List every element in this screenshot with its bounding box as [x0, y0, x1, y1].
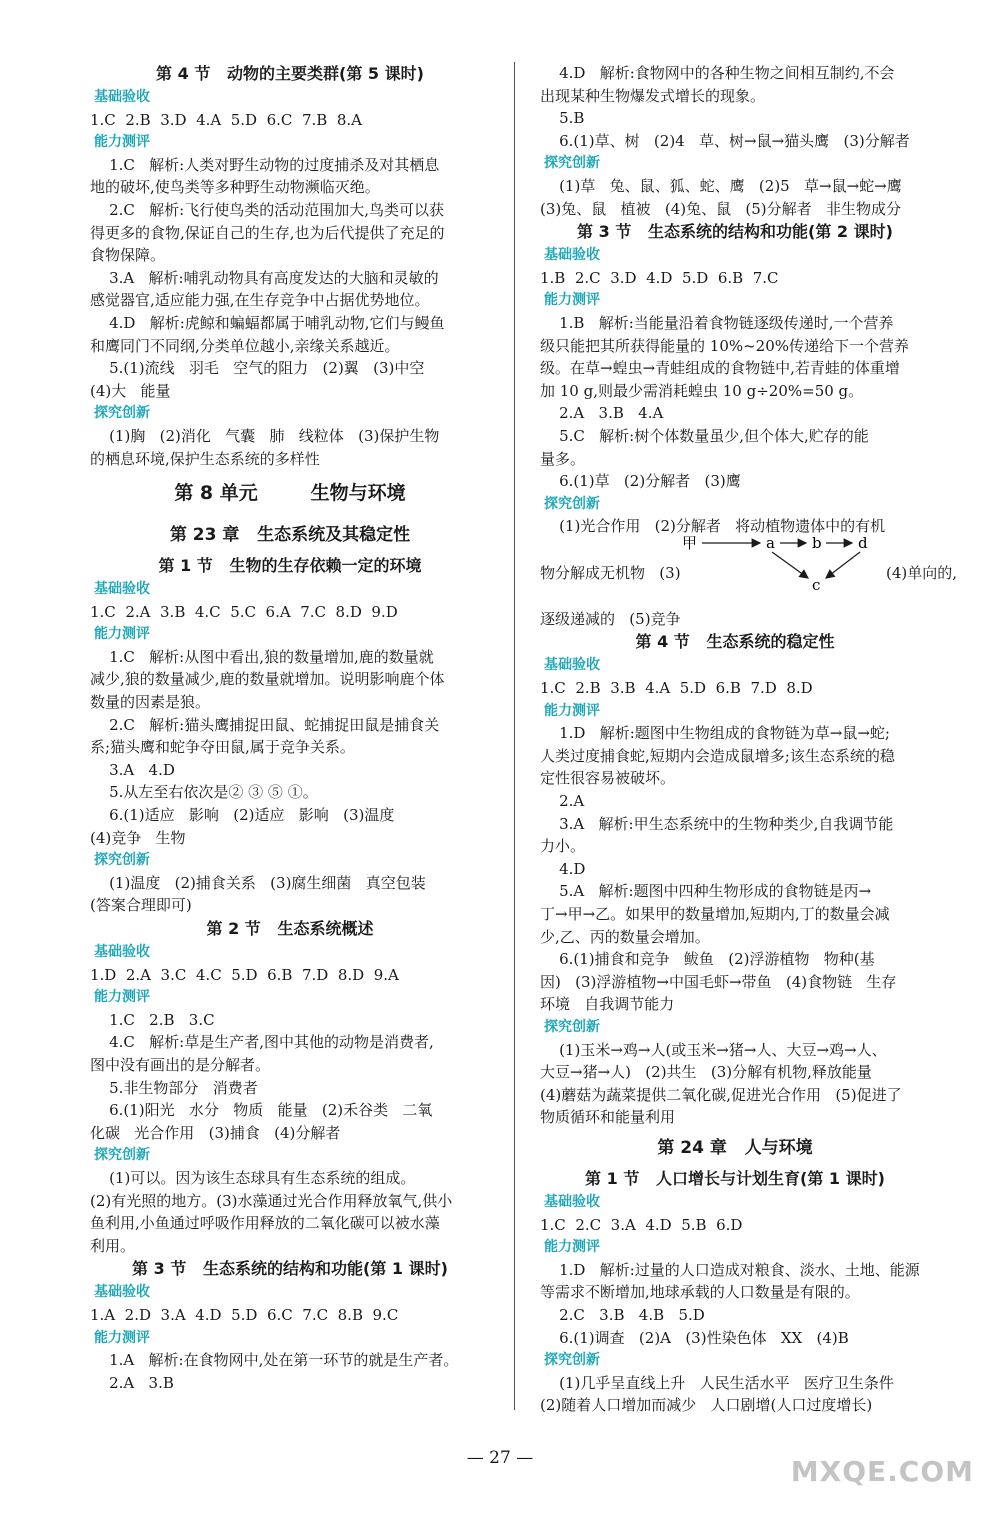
answer-line: 5.A 解析:题图中四种生物形成的食物链是丙→ [540, 882, 872, 901]
answer-line: 1.C 2.B 3.D 4.A 5.D 6.C 7.B 8.A [90, 110, 362, 129]
answer-line: 4.D 解析:食物网中的各种生物之间相互制约,不会 [540, 64, 895, 82]
answer-line: (1)草 兔、鼠、狐、蛇、鹰 (2)5 草→鼠→蛇→鹰 [540, 176, 902, 195]
answer-line: 3.A 解析:甲生态系统中的生物种类少,自我调节能 [540, 814, 894, 833]
answer-line: 1.B 2.C 3.D 4.D 5.D 6.B 7.C [540, 268, 779, 287]
answer-line: 利用。 [90, 1236, 136, 1255]
section-label: 基础验收 [94, 89, 150, 105]
answer-line: 系;猫头鹰和蛇争夺田鼠,属于竞争关系。 [90, 738, 355, 757]
answer-line: 6.(1)草 (2)分解者 (3)鹰 [540, 472, 741, 491]
answer-line: 4.D [540, 859, 586, 878]
food-web-diagram [680, 532, 890, 592]
section-label: 探究创新 [544, 155, 600, 172]
answer-line: (1)光合作用 (2)分解者 将动植物遗体中的有机 [540, 517, 886, 536]
unit-heading: 第 8 单元 生物与环境 [174, 482, 406, 505]
section-label: 探究创新 [94, 1147, 150, 1164]
chapter-heading: 第 24 章 人与环境 [657, 1137, 813, 1158]
section-label: 基础验收 [94, 1284, 150, 1301]
answer-line: 4.D 解析:虎鲸和蝙蝠都属于哺乳动物,它们与鳗鱼 [90, 313, 445, 332]
section-heading: 第 4 节 生态系统的稳定性 [635, 632, 835, 652]
answer-line: 3.A 4.D [90, 760, 175, 779]
answer-line: 得更多的食物,保证自己的生存,也为后代提供了充足的 [90, 223, 445, 242]
answer-line: (3)兔、鼠 植被 (4)兔、鼠 (5)分解者 非生物成分 [540, 199, 901, 218]
answer-line: 物质循环和能量利用 [540, 1108, 676, 1127]
section-label: 探究创新 [544, 1018, 600, 1035]
section-heading: 第 2 节 生态系统概述 [206, 919, 374, 938]
node-d: d [858, 533, 868, 552]
answer-line: 1.C 2.B 3.C [90, 1010, 215, 1029]
answer-line: 2.C 解析:猫头鹰捕捉田鼠、蛇捕捉田鼠是捕食关 [90, 715, 440, 734]
answer-line: 1.D 解析:题图中生物组成的食物链为草→鼠→蛇; [540, 724, 890, 743]
answer-line: (1)可以。因为该生态球具有生态系统的组成。 [90, 1168, 416, 1187]
section-label: 能力测评 [94, 134, 150, 151]
answer-line: 5.C 解析:树个体数量虽少,但个体大,贮存的能 [540, 426, 869, 445]
arrow-a-c [772, 552, 808, 578]
right-column-bottom [540, 608, 930, 1417]
answer-line: 数量的因素是狼。 [90, 693, 211, 712]
answer-line: 减少,狼的数量减少,鹿的数量就增加。说明影响鹿个体 [90, 670, 445, 689]
food-web-answer-row [540, 533, 958, 608]
answer-line: 化碳 光合作用 (3)捕食 (4)分解者 [90, 1123, 341, 1142]
section-label: 探究创新 [544, 495, 600, 512]
section-label: 基础验收 [94, 581, 150, 598]
node-a: a [766, 533, 775, 552]
page-number: — 27 — [466, 1448, 534, 1468]
section-label: 能力测评 [94, 989, 150, 1006]
arrow-d-c [826, 552, 860, 578]
answer-line: 鱼利用,小鱼通过呼吸作用释放的二氧化碳可以被水藻 [90, 1214, 440, 1233]
answer-line: 5.从左至右依次是② ③ ⑤ ①。 [90, 783, 318, 802]
answer-line: 丁→甲→乙。如果甲的数量增加,短期内,丁的数量会减 [540, 905, 890, 923]
answer-line: 出现某种生物爆发式增长的现象。 [540, 86, 766, 105]
answer-line: (2)随着人口增加而减少 人口剧增(人口过度增长) [540, 1396, 873, 1415]
answer-line: 1.C 2.B 3.B 4.A 5.D 6.B 7.D 8.D [540, 679, 813, 698]
answer-line: (1)温度 (2)捕食关系 (3)腐生细菌 真空包装 [90, 873, 426, 892]
answer-line: 6.(1)适应 影响 (2)适应 影响 (3)温度 [90, 806, 395, 825]
answer-line: (2)有光照的地方。(3)水藻通过光合作用释放氧气,供小 [90, 1191, 453, 1210]
food-web-trailing-text: (4)单向的, [886, 563, 958, 582]
right-column-top [540, 62, 930, 538]
answer-line: 5.B [540, 109, 585, 128]
answer-line: 和鹰同门不同纲,分类单位越小,亲缘关系越近。 [90, 336, 400, 355]
answer-line: 6.(1)捕食和竞争 鲅鱼 (2)浮游植物 物种(基 [540, 950, 875, 969]
section-label: 基础验收 [544, 247, 600, 264]
section-label: 能力测评 [544, 292, 600, 309]
answer-line: 2.A 3.B [90, 1373, 174, 1392]
answer-line: 定性很容易被破坏。 [540, 769, 676, 788]
answer-line: (4)蘑菇为蔬菜提供二氧化碳,促进光合作用 (5)促进了 [540, 1085, 902, 1104]
answer-line: (1)几乎呈直线上升 人民生活水平 医疗卫生条件 [540, 1373, 894, 1392]
answer-line: 级。在草→蝗虫→青蛙组成的食物链中,若青蛙的体重增 [540, 359, 900, 378]
answer-line: (1)玉米→鸡→人(或玉米→猪→人、大豆→鸡→人、 [540, 1040, 887, 1059]
answer-line: 2.C 解析:飞行使鸟类的活动范围加大,鸟类可以获 [90, 200, 444, 219]
chapter-heading: 第 23 章 生态系统及其稳定性 [169, 525, 411, 546]
answer-line: 加 10 g,则最少需消耗蝗虫 10 g÷20%=50 g。 [540, 381, 864, 400]
section-label: 基础验收 [544, 1193, 600, 1210]
answer-line: 少,乙、丙的数量会增加。 [540, 927, 710, 946]
section-label: 能力测评 [94, 626, 150, 643]
answer-line: 食物保障。 [90, 246, 166, 265]
answer-line: 1.C 解析:人类对野生动物的过度捕杀及对其栖息 [90, 155, 440, 174]
answer-line: 的栖息环境,保护生态系统的多样性 [90, 449, 320, 468]
section-heading: 第 1 节 人口增长与计划生育(第 1 课时) [585, 1168, 885, 1188]
section-label: 探究创新 [94, 852, 150, 869]
left-column [90, 62, 490, 1394]
answer-line: 1.D 解析:过量的人口造成对粮食、淡水、土地、能源 [540, 1260, 920, 1279]
answer-line: 大豆→猪→人) (2)共生 (3)分解有机物,释放能量 [540, 1063, 872, 1082]
answer-line: 3.A 解析:哺乳动物具有高度发达的大脑和灵敏的 [90, 268, 439, 287]
answer-line: 1.A 解析:在食物网中,处在第一环节的就是生产者。 [90, 1351, 459, 1370]
answer-line: (1)胸 (2)消化 气囊 肺 线粒体 (3)保护生物 [90, 426, 440, 445]
answer-line: 级只能把其所获得能量的 10%~20%传递给下一个营养 [540, 336, 910, 355]
answer-line: 图中没有画出的是分解者。 [90, 1055, 271, 1074]
answer-line: 1.A 2.D 3.A 4.D 5.D 6.C 7.C 8.B 9.C [90, 1305, 399, 1324]
section-label: 基础验收 [544, 657, 600, 674]
column-divider [514, 62, 515, 1410]
section-label: 探究创新 [544, 1352, 600, 1369]
answer-line: 1.C 2.A 3.B 4.C 5.C 6.A 7.C 8.D 9.D [90, 602, 398, 621]
answer-line: 2.C 3.B 4.B 5.D [540, 1305, 705, 1324]
answer-line: 量多。 [540, 449, 586, 468]
section-label: 能力测评 [544, 1239, 600, 1256]
section-label: 能力测评 [94, 1329, 150, 1346]
answer-line: 6.(1)调查 (2)A (3)性染色体 XX (4)B [540, 1328, 849, 1347]
watermark-logo: MXQE.COM [790, 1455, 974, 1488]
answer-line: 1.C 解析:从图中看出,狼的数量增加,鹿的数量就 [90, 647, 434, 666]
section-label: 能力测评 [544, 702, 600, 719]
answer-line: 4.C 解析:草是生产者,图中其他的动物是消费者, [90, 1033, 434, 1052]
answer-line: 人类过度捕食蛇,短期内会造成鼠增多;该生态系统的稳 [540, 746, 895, 765]
answer-line: 1.D 2.A 3.C 4.C 5.D 6.B 7.D 8.D 9.A [90, 965, 399, 984]
answer-line: 5.(1)流线 羽毛 空气的阻力 (2)翼 (3)中空 [90, 359, 425, 378]
answer-line: 力小。 [540, 837, 586, 856]
answer-line: 等需求不断增加,地球承载的人口数量是有限的。 [540, 1283, 860, 1302]
answer-line: (4)竞争 生物 [90, 828, 186, 847]
section-label: 基础验收 [94, 944, 150, 960]
answer-line: 6.(1)草、树 (2)4 草、树→鼠→猫头鹰 (3)分解者 [540, 131, 910, 150]
section-heading: 第 1 节 生物的生存依赖一定的环境 [158, 556, 422, 576]
right-column [540, 62, 958, 1417]
section-heading: 第 3 节 生态系统的结构和功能(第 1 课时) [132, 1259, 448, 1279]
answer-line: 1.B 解析:当能量沿着食物链逐级传递时,一个营养 [540, 313, 894, 332]
food-web-lead-text: 物分解成无机物 (3) [540, 563, 681, 582]
answer-line: (4)大 能量 [90, 381, 171, 400]
answer-line: 感觉器官,适应能力强,在生存竞争中占据优势地位。 [90, 291, 430, 310]
node-jia: 甲 [682, 533, 698, 552]
answer-line: 5.非生物部分 消费者 [90, 1078, 258, 1097]
answer-line: (答案合理即可) [90, 896, 192, 915]
answer-line: 环境 自我调节能力 [540, 995, 675, 1014]
answer-line: 6.(1)阳光 水分 物质 能量 (2)禾谷类 二氧 [90, 1101, 433, 1120]
section-heading: 第 4 节 动物的主要类群(第 5 课时) [156, 64, 424, 83]
answer-line: 1.C 2.C 3.A 4.D 5.B 6.D [540, 1215, 743, 1234]
node-b: b [812, 533, 822, 552]
answer-line: 地的破坏,使鸟类等多种野生动物濒临灭绝。 [90, 178, 380, 197]
answer-line: 2.A [540, 792, 585, 811]
section-heading: 第 3 节 生态系统的结构和功能(第 2 课时) [577, 222, 893, 242]
section-label: 探究创新 [94, 405, 150, 422]
answer-line: 因) (3)浮游植物→中国毛虾→带鱼 (4)食物链 生存 [540, 972, 897, 991]
answer-line: 逐级递减的 (5)竞争 [540, 609, 681, 628]
answer-line: 2.A 3.B 4.A [540, 404, 664, 423]
node-c: c [812, 575, 821, 592]
